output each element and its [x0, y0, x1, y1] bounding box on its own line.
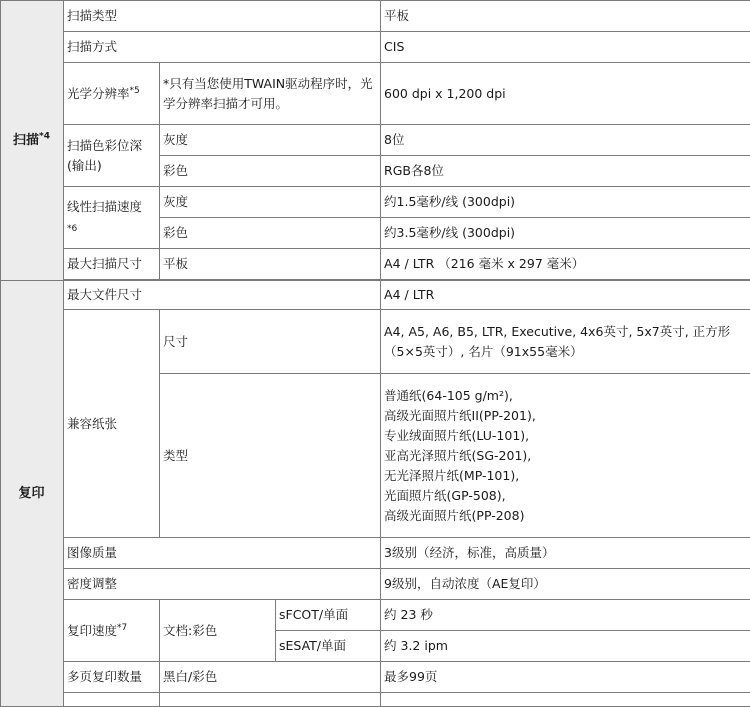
paper-type-line: 无光泽照片纸(MP-101),	[384, 467, 520, 483]
optical-resolution-value: 600 dpi x 1,200 dpi	[381, 63, 750, 125]
density-label: 密度调整	[64, 569, 381, 600]
linear-speed-label	[64, 187, 160, 249]
max-scan-size-value: A4 / LTR （216 毫米 x 297 毫米）	[381, 249, 750, 280]
multi-copy-sub: 黑白/彩色	[160, 662, 381, 693]
section-copy: 复印	[1, 281, 64, 707]
optical-resolution-note: *5	[129, 85, 140, 96]
color-depth-color-label: 彩色	[160, 156, 381, 187]
paper-type-line: 高级光面照片纸II(PP-201),	[384, 407, 536, 423]
sesat-label: sESAT/单面	[276, 631, 381, 662]
color-depth-color-value: RGB各8位	[381, 156, 750, 187]
color-depth-gray-label: 灰度	[160, 125, 381, 156]
optical-resolution-text: 光学分辨率	[67, 85, 130, 101]
color-depth-label: 扫描色彩位深(输出)	[64, 125, 160, 187]
paper-size-value: A4, A5, A6, B5, LTR, Executive, 4x6英寸, 5x7英寸, 正方形（5×5英寸）, 名片（91x55毫米）	[381, 310, 750, 374]
optical-resolution-label	[64, 63, 160, 125]
max-doc-size-label: 最大文件尺寸	[64, 281, 381, 310]
linear-speed-text: 线性扫描速度	[67, 198, 143, 214]
section-scan	[1, 1, 64, 281]
sfcot-label: sFCOT/单面	[276, 600, 381, 631]
scan-type-value: 平板	[381, 1, 750, 32]
paper-type-value	[381, 374, 750, 538]
image-quality-value: 3级别（经济，标准，高质量）	[381, 538, 750, 569]
copy-speed-note: *7	[117, 622, 128, 633]
linear-speed-note: *6	[67, 223, 78, 234]
trailing-cell	[64, 693, 160, 707]
scan-method-label: 扫描方式	[64, 32, 381, 63]
paper-type-label: 类型	[160, 374, 381, 538]
paper-type-line: 高级光面照片纸(PP-208)	[384, 507, 525, 523]
multi-copy-value: 最多99页	[381, 662, 750, 693]
sesat-value: 约 3.2 ipm	[381, 631, 750, 662]
paper-size-label: 尺寸	[160, 310, 381, 374]
section-scan-title: 扫描	[13, 132, 40, 148]
linear-speed-color-label: 彩色	[160, 218, 381, 249]
copy-speed-label	[64, 600, 160, 662]
image-quality-label: 图像质量	[64, 538, 381, 569]
paper-type-line: 亚高光泽照片纸(SG-201),	[384, 447, 532, 463]
paper-type-line: 光面照片纸(GP-508),	[384, 487, 506, 503]
max-scan-size-label: 最大扫描尺寸	[64, 249, 160, 280]
multi-copy-label: 多页复印数量	[64, 662, 160, 693]
trailing-cell	[160, 693, 381, 707]
sfcot-value: 约 23 秒	[381, 600, 750, 631]
linear-speed-color-value: 约3.5毫秒/线 (300dpi)	[381, 218, 750, 249]
paper-type-line: 普通纸(64-105 g/m²),	[384, 387, 513, 403]
paper-type-line: 专业绒面照片纸(LU-101),	[384, 427, 530, 443]
trailing-cell	[381, 693, 750, 707]
linear-speed-gray-value: 约1.5毫秒/线 (300dpi)	[381, 187, 750, 218]
max-scan-size-sub: 平板	[160, 249, 381, 280]
scan-type-label: 扫描类型	[64, 1, 381, 32]
density-value: 9级别，自动浓度（AE复印）	[381, 569, 750, 600]
optical-resolution-remark: *只有当您使用TWAIN驱动程序时，光学分辨率扫描才可用。	[160, 63, 381, 125]
copy-speed-sub: 文档:彩色	[160, 600, 276, 662]
max-doc-size-value: A4 / LTR	[381, 281, 750, 310]
section-scan-note: *4	[39, 131, 50, 142]
compatible-paper-label: 兼容纸张	[64, 310, 160, 538]
color-depth-gray-value: 8位	[381, 125, 750, 156]
scan-method-value: CIS	[381, 32, 750, 63]
linear-speed-gray-label: 灰度	[160, 187, 381, 218]
copy-speed-text: 复印速度	[67, 622, 118, 638]
